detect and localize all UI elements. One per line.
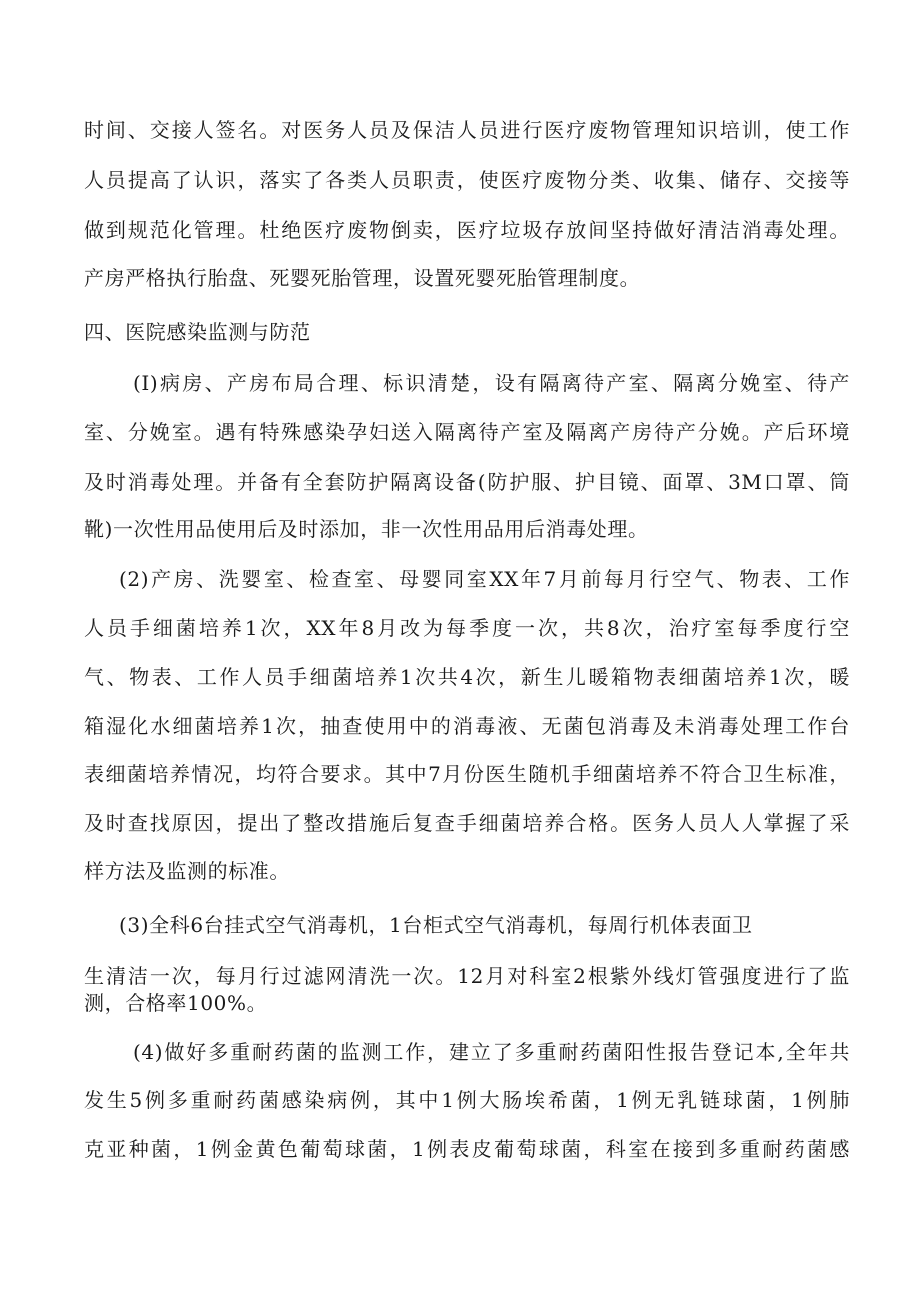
item-4-line: 克亚种菌，1例金黄色葡萄球菌，1例表皮葡萄球菌，科室在接到多重耐药菌感 (84, 1137, 850, 1161)
item-1-line: 及时消毒处理。并备有全套防护隔离设备(防护服、护目镜、面罩、3M口罩、筒 (84, 470, 850, 494)
item-3-line: 生清洁一次，每月行过滤网清洗一次。12月对科室2根紫外线灯管强度进行了监 (84, 964, 850, 988)
item-2-line: 样方法及监测的标准。 (84, 859, 290, 883)
item-1-line: 靴)一次性用品使用后及时添加，非一次性用品用后消毒处理。 (84, 517, 649, 541)
paragraph-line: 做到规范化管理。杜绝医疗废物倒卖，医疗垃圾存放间坚持做好清洁消毒处理。 (84, 218, 850, 242)
section-heading: 四、医院感染监测与防范 (84, 320, 311, 344)
item-2-line: 及时查找原因，提出了整改措施后复查手细菌培养合格。医务人员人人掌握了采 (84, 811, 850, 835)
item-4-line: (4)做好多重耐药菌的监测工作，建立了多重耐药菌阳性报告登记本,全年共 (133, 1040, 850, 1064)
item-3-line: (3)全科6台挂式空气消毒机，1台柜式空气消毒机，每周行机体表面卫 (119, 913, 753, 937)
item-2-line: 人员手细菌培养1次，XX年8月改为每季度一次，共8次，治疗室每季度行空 (84, 616, 850, 640)
item-3-line: 测，合格率100%。 (84, 991, 268, 1015)
item-2-line: 气、物表、工作人员手细菌培养1次共4次，新生儿暖箱物表细菌培养1次，暖 (84, 665, 850, 689)
paragraph-line: 人员提高了认识，落实了各类人员职责，使医疗废物分类、收集、储存、交接等 (84, 168, 850, 192)
item-4-line: 发生5例多重耐药菌感染病例，其中1例大肠埃希菌，1例无乳链球菌，1例肺 (84, 1088, 850, 1112)
item-2-line: (2)产房、洗婴室、检查室、母婴同室XX年7月前每月行空气、物表、工作 (119, 567, 850, 591)
item-1-line: (I)病房、产房布局合理、标识清楚，设有隔离待产室、隔离分娩室、待产 (133, 371, 850, 395)
paragraph-line: 产房严格执行胎盘、死婴死胎管理，设置死婴死胎管理制度。 (84, 266, 641, 290)
item-1-line: 室、分娩室。遇有特殊感染孕妇送入隔离待产室及隔离产房待产分娩。产后环境 (84, 420, 850, 444)
item-2-line: 箱湿化水细菌培养1次，抽查使用中的消毒液、无菌包消毒及未消毒处理工作台 (84, 714, 850, 738)
paragraph-line: 时间、交接人签名。对医务人员及保洁人员进行医疗废物管理知识培训，使工作 (84, 118, 850, 142)
item-2-line: 表细菌培养情况，均符合要求。其中7月份医生随机手细菌培养不符合卫生标准， (84, 762, 850, 786)
